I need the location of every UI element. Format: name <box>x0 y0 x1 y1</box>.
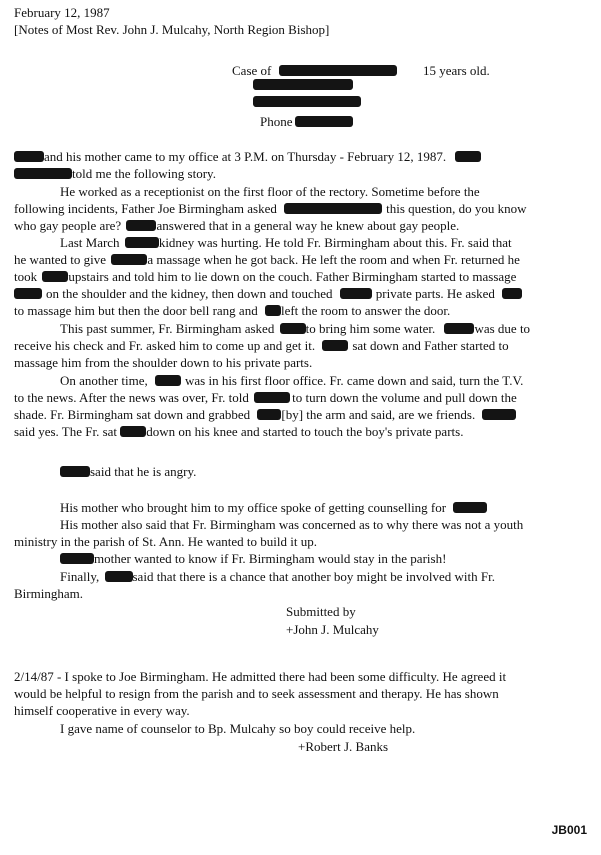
body-line: shade. Fr. Birmingham sat down and grabbed [by] the arm and said, are we friends. <box>14 406 516 423</box>
document-date: February 12, 1987 <box>14 5 110 20</box>
redaction-bar <box>14 168 72 179</box>
addendum-line: I gave name of counselor to Bp. Mulcahy so boy could receive help. <box>60 721 416 736</box>
body-line: Birmingham. <box>14 586 83 601</box>
submitted-by: Submitted by <box>286 604 356 619</box>
redaction-bar <box>60 466 90 477</box>
case-line <box>232 62 397 79</box>
body-line: to massage him but then the door bell rang and left the room to answer the door. <box>14 303 451 318</box>
addendum-line: would be helpful to resign from the parish and to seek assessment and therapy. He has shown <box>14 686 499 701</box>
redaction-bar <box>105 571 133 582</box>
body-line: said yes. The Fr. sat down on his knee and started to touch the boy's private parts. <box>14 424 464 439</box>
redaction-bar <box>502 288 522 299</box>
notes-title: [Notes of Most Rev. John J. Mulcahy, North Region Bishop] <box>14 22 330 37</box>
redaction-bar <box>111 254 147 265</box>
redaction-bar <box>253 96 361 107</box>
redaction-bar <box>265 305 281 316</box>
body-line: He worked as a receptionist on the first floor of the rectory. Sometime before the <box>60 184 480 199</box>
body-line: he wanted to give a massage when he got back. He left the room and when Fr. returned he <box>14 252 520 267</box>
redaction-bar <box>126 220 156 231</box>
body-line: ministry in the parish of St. Ann. He wanted to build it up. <box>14 534 317 549</box>
redaction-bar <box>257 409 281 420</box>
redaction-bar <box>453 502 487 513</box>
body-line: This past summer, Fr. Birmingham asked to bring him some water. was due to <box>60 321 531 336</box>
addendum-line: 2/14/87 - I spoke to Joe Birmingham. He admitted there had been some difficulty. He agreed it <box>14 669 507 684</box>
body-line: mother wanted to know if Fr. Birmingham would stay in the parish! <box>60 550 446 567</box>
redaction-bar <box>253 79 353 90</box>
redaction-bar <box>125 237 159 248</box>
bates-stamp: JB001 <box>551 823 587 837</box>
signature-banks: +Robert J. Banks <box>298 739 389 754</box>
redaction-bar <box>280 323 306 334</box>
body-line: to the news. After the news was over, Fr. told to turn down the volume and pull down the <box>14 390 517 405</box>
redaction-bar <box>14 288 42 299</box>
phone-line <box>260 113 353 130</box>
body-line: massage him from the shoulder down to his private parts. <box>14 355 313 370</box>
redaction-bar <box>482 409 516 420</box>
body-line: Finally, said that there is a chance that another boy might be involved with Fr. <box>60 569 495 584</box>
body-line: following incidents, Father Joe Birmingham asked this question, do you know <box>14 201 527 216</box>
body-line: said that he is angry. <box>60 463 196 480</box>
body-line: on the shoulder and the kidney, then down and touched private parts. He asked <box>14 285 522 302</box>
body-line: On another time, was in his first floor office. Fr. came down and said, turn the T.V. <box>60 373 524 388</box>
redaction-bar <box>14 151 44 162</box>
body-line: who gay people are? answered that in a general way he knew about gay people. <box>14 218 460 233</box>
body-line: His mother who brought him to my office spoke of getting counselling for <box>60 499 487 516</box>
body-line: Last March kidney was hurting. He told Fr. Birmingham about this. Fr. said that <box>60 235 512 250</box>
body-line: told me the following story. <box>14 165 216 182</box>
redaction-bar <box>444 323 474 334</box>
body-line: took upstairs and told him to lie down on the couch. Father Birmingham started to massage <box>14 269 517 284</box>
signature-mulcahy: +John J. Mulcahy <box>286 622 379 637</box>
redaction-bar <box>340 288 372 299</box>
redaction-bar <box>279 65 397 76</box>
case-label: Case of <box>232 63 272 78</box>
body-line: receive his check and Fr. asked him to come up and get it. sat down and Father started to <box>14 338 509 353</box>
redaction-bar <box>295 116 353 127</box>
addendum-line: himself cooperative in every way. <box>14 703 190 718</box>
redaction-bar <box>155 375 181 386</box>
redaction-bar <box>455 151 481 162</box>
redaction-bar <box>42 271 68 282</box>
phone-label: Phone <box>260 114 293 129</box>
body-line: His mother also said that Fr. Birmingham was concerned as to why there was not a youth <box>60 517 524 532</box>
redaction-bar <box>254 392 290 403</box>
redaction-bar <box>322 340 348 351</box>
redaction-bar <box>120 426 146 437</box>
body-line: and his mother came to my office at 3 P.M. on Thursday - February 12, 1987. <box>14 148 481 165</box>
case-age: 15 years old. <box>423 63 490 78</box>
redaction-bar <box>60 553 94 564</box>
redaction-bar <box>284 203 382 214</box>
